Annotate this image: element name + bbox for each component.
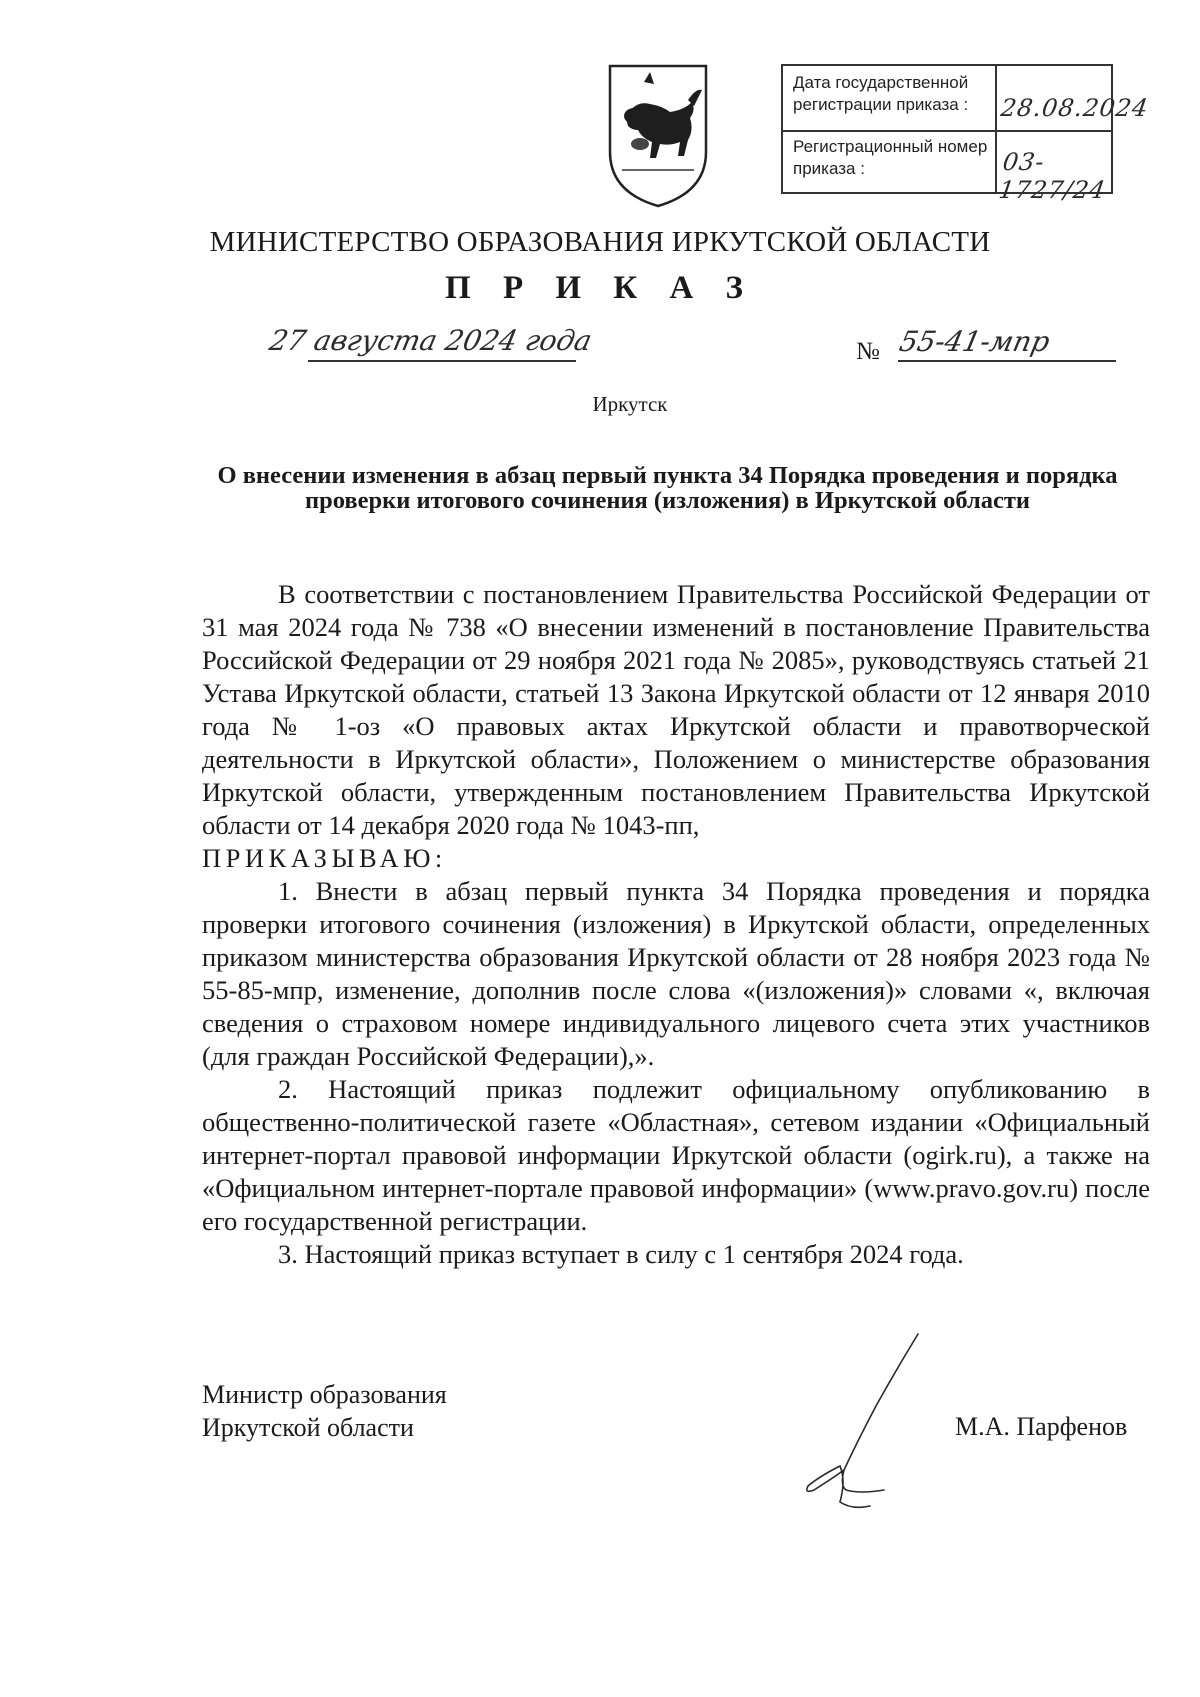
order-item-1: 1. Внести в абзац первый пункта 34 Порядка проведения и порядка проверки итогового сочинения (изложения) в Иркутской области, определенных приказом министерства образования Иркутской области от 28 ноября 2023 года № 55-85-мпр, изменение, дополнив после слова «(изложения)» словами «, включая сведения о страховом номере индивидуального лицевого счета этих участников (для граждан Российской Федерации),». — [202, 876, 1150, 1071]
order-number-underline — [898, 360, 1116, 362]
order-directive-word: ПРИКАЗЫВАЮ: — [202, 843, 447, 873]
coat-of-arms-emblem — [604, 60, 712, 210]
signer-position — [202, 1378, 447, 1444]
handwritten-signature — [800, 1330, 940, 1530]
order-date-handwritten: 27 августа 2024 года — [266, 324, 595, 357]
registration-number-value: 03-1727/24 — [997, 148, 1108, 204]
registration-date-label: Дата государственной регистрации приказа : — [793, 73, 969, 114]
preamble-paragraph: В соответствии с постановлением Правительства Российской Федерации от 31 мая 2024 года № 738 «О внесении изменений в постановление Правительства Российской Федерации от 29 ноября 2021 года № 2085», руководствуясь статьей 21 Устава Иркутской области, статьей 13 Закона Иркутской области от 12 января 2010 года № 1-оз «О правовых актах Иркутской области и правотворческой деятельности в Иркутской области», Положением о министерстве образования Иркутской области, утвержденным постановлением Правительства Иркутской области от 14 декабря 2020 года № 1043-пп, — [202, 579, 1150, 840]
registration-number-row — [783, 130, 1111, 204]
order-date-underline — [308, 360, 576, 362]
signer-position-line-1: Министр образования — [202, 1380, 447, 1409]
city-label: Иркутск — [592, 392, 668, 416]
document-type-title: П Р И К А З — [445, 270, 755, 306]
order-body — [202, 578, 1150, 1271]
order-item-3: 3. Настоящий приказ вступает в силу с 1 сентября 2024 года. — [278, 1239, 964, 1269]
order-number-handwritten: 55-41-мпр — [896, 325, 1053, 358]
order-item-2: 2. Настоящий приказ подлежит официальному опубликованию в общественно-политической газете «Областная», сетевом издании «Официальный интернет-портал правовой информации Иркутской области (ogirk.ru), а также на «Официальном интернет-портале правовой информации» (www.pravo.gov.ru) после его государственной регистрации. — [202, 1074, 1150, 1236]
ministry-title: МИНИСТЕРСТВО ОБРАЗОВАНИЯ ИРКУТСКОЙ ОБЛАСТИ — [209, 226, 991, 258]
order-subject-heading: О внесении изменения в абзац первый пункта 34 Порядка проведения и порядка проверки итогового сочинения (изложения) в Иркутской области — [217, 462, 1118, 514]
order-number-sign: № — [856, 338, 880, 365]
registration-stamp — [781, 64, 1151, 204]
registration-date-row — [783, 66, 1151, 132]
signer-position-line-2: Иркутской области — [202, 1413, 414, 1442]
registration-date-value: 28.08.2024 — [999, 94, 1151, 122]
signer-name: М.А. Парфенов — [955, 1412, 1128, 1441]
registration-number-label: Регистрационный номер приказа : — [793, 137, 988, 178]
